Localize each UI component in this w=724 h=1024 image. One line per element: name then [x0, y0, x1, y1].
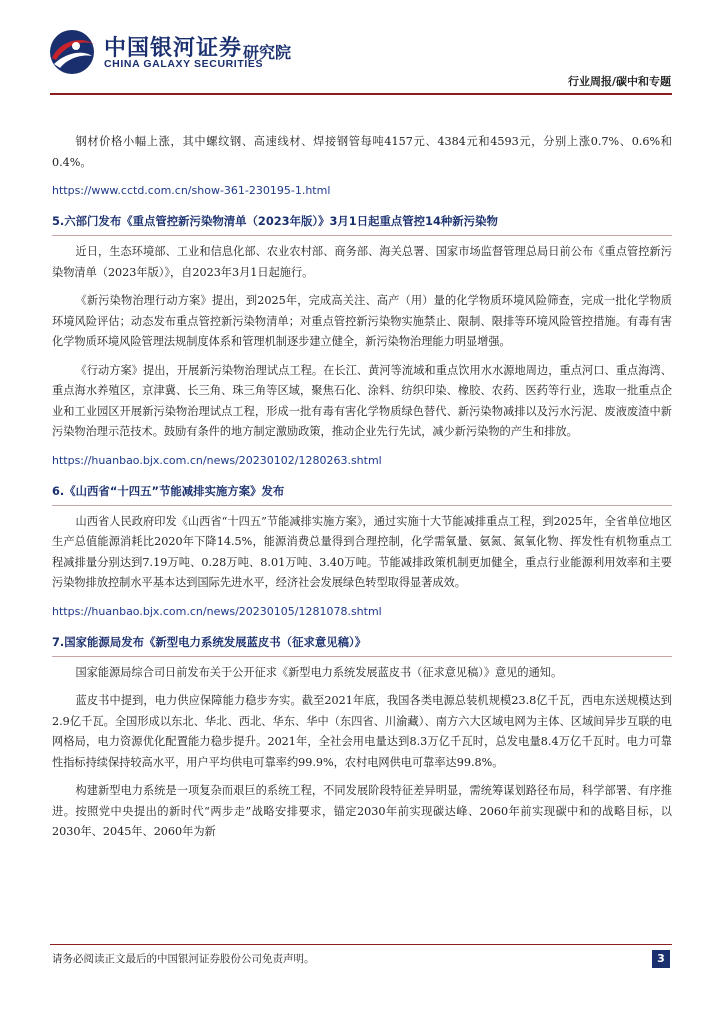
page-header: [0, 0, 724, 95]
brand-name-en: CHINA GALAXY SECURITIES: [104, 58, 264, 70]
footer-divider: [50, 944, 672, 945]
report-type: 行业周报/碳中和专题: [567, 75, 671, 88]
paragraph: 山西省人民政府印发《山西省“十四五”节能减排实施方案》，通过实施十大节能减排重点工程，到2025年，全省单位地区生产总值能源消耗比2020年下降14.5%，能源消费总量得到合理控制，化学需氧量、氨氮、氮氧化物、挥发性有机物重点工程减排量分别达到7.19万吨、0.28万吨、8.01万吨、3.40万吨。节能减排政策机制更加健全，重点行业能源利用效率和主要污染物排放控制水平基本达到国际先进水平，经济社会发展绿色转型取得显著成效。: [52, 514, 672, 589]
document-body: [52, 132, 672, 851]
paragraph: 近日，生态环境部、工业和信息化部、农业农村部、商务部、海关总署、国家市场监督管理总局日前公布《重点管控新污染物清单（2023年版）》，自2023年3月1日起施行。: [52, 245, 672, 279]
section-heading: 6.《山西省“十四五”节能减排实施方案》发布: [52, 480, 672, 506]
institute-label: 研究院: [243, 43, 292, 62]
page-number: 3: [652, 950, 670, 968]
paragraph: 《行动方案》提出，开展新污染物治理试点工程。在长江、黄河等流域和重点饮用水水源地周边，重点河口、重点海湾、重点海水养殖区，京津冀、长三角、珠三角等区域，聚焦石化、涂料、纺织印染、橡胶、农药、医药等行业，选取一批重点企业和工业园区开展新污染物治理试点工程，形成一批有毒有害化学物质绿色替代、新污染物减排以及污水污泥、废液废渣中新污染物治理示范技术。鼓励有条件的地方制定激励政策，推动企业先行先试，减少新污染物的产生和排放。: [52, 363, 672, 438]
paragraph: 《新污染物治理行动方案》提出，到2025年，完成高关注、高产（用）量的化学物质环境风险筛查，完成一批化学物质环境风险评估；动态发布重点管控新污染物清单；对重点管控新污染物实施禁止、限制、限排等环境风险管控措施。有毒有害化学物质环境风险管理法规制度体系和管理机制逐步建立健全，新污染物治理能力明显增强。: [52, 294, 672, 348]
section-heading: 7.国家能源局发布《新型电力系统发展蓝皮书（征求意见稿）》: [52, 631, 672, 657]
footer-disclaimer: 请务必阅读正文最后的中国银河证券股份公司免责声明。: [52, 953, 315, 965]
section-heading: 5.六部门发布《重点管控新污染物清单（2023年版）》3月1日起重点管控14种新污染物: [52, 210, 672, 236]
brand-name-cn: 中国银河证券: [104, 36, 243, 61]
source-link[interactable]: https://www.cctd.com.cn/show-361-230195-1.html: [52, 184, 331, 197]
paragraph: 构建新型电力系统是一项复杂而艰巨的系统工程，不同发展阶段特征差异明显，需统筹谋划路径布局，科学部署、有序推进。按照党中央提出的新时代“两步走”战略安排要求，锚定2030年前实现碳达峰、2060年前实现碳中和的战略目标，以2030年、2045年、2060年为新: [52, 784, 672, 838]
paragraph: 钢材价格小幅上涨，其中螺纹钢、高速线材、焊接钢管每吨4157元、4384元和4593元，分别上涨0.7%、0.6%和0.4%。: [52, 135, 672, 169]
paragraph: 国家能源局综合司日前发布关于公开征求《新型电力系统发展蓝皮书（征求意见稿）》意见的通知。: [75, 665, 563, 679]
paragraph: 蓝皮书中提到，电力供应保障能力稳步夯实。截至2021年底，我国各类电源总装机规模23.8亿千瓦，西电东送规模达到2.9亿千瓦。全国形成以东北、华北、西北、华东、华中（东四省、川渝藏）、南方六大区域电网为主体、区域间异步互联的电网格局，电力资源优化配置能力稳步提升。2021年，全社会用电量达到8.3万亿千瓦时，总发电量8.4万亿千瓦时。电力可靠性指标持续保持较高水平，用户平均供电可靠率约99.9%，农村电网供电可靠率达99.8%。: [52, 694, 672, 769]
header-divider: [50, 93, 672, 95]
galaxy-logo-icon: [46, 28, 98, 76]
source-link[interactable]: https://huanbao.bjx.com.cn/news/20230102/1280263.shtml: [52, 453, 382, 467]
source-link[interactable]: https://huanbao.bjx.com.cn/news/20230105/1281078.shtml: [52, 604, 382, 618]
